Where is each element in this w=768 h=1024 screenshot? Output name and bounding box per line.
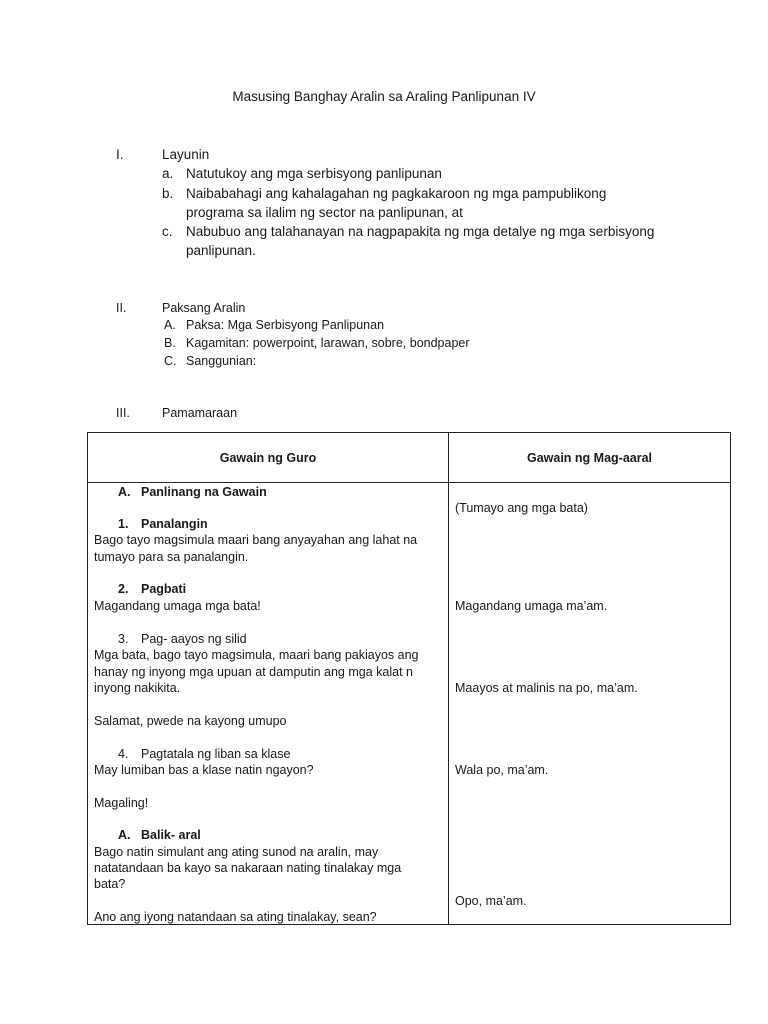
table-column-divider <box>448 433 449 924</box>
table-header-mag-aaral: Gawain ng Mag-aaral <box>526 451 653 465</box>
section-heading: Layunin <box>162 147 210 162</box>
student-response: (Tumayo ang mga bata) <box>455 501 588 515</box>
list-item-text: Paksa: Mga Serbisyong Panlipunan <box>186 318 385 332</box>
activity-heading: Panlinang na Gawain <box>141 485 267 499</box>
list-item-text: Nabubuo ang talahanayan na nagpapakita ng mga detalye ng mga serbisyong <box>186 224 655 239</box>
teacher-line: Salamat, pwede na kayong umupo <box>94 714 287 728</box>
step-heading: Panalangin <box>141 517 208 531</box>
step-marker: 2. <box>118 582 129 596</box>
step-marker: 1. <box>118 517 129 531</box>
student-response: Magandang umaga ma’am. <box>455 599 608 613</box>
step-heading: Pagtatala ng liban sa klase <box>141 747 291 761</box>
student-response: Maayos at malinis na po, ma’am. <box>455 681 638 695</box>
section-numeral: III. <box>116 406 130 420</box>
list-item-text: panlipunan. <box>186 243 256 258</box>
teacher-line: tumayo para sa panalangin. <box>94 550 249 564</box>
student-response: Wala po, ma’am. <box>455 763 549 777</box>
list-marker: B. <box>164 336 176 350</box>
table-header-divider <box>88 482 730 483</box>
list-marker: A. <box>164 318 176 332</box>
teacher-line: Bago tayo magsimula maari bang anyayahan ang lahat na <box>94 533 418 547</box>
teacher-line: hanay ng inyong mga upuan at damputin ang mga kalat n <box>94 665 413 679</box>
list-marker: b. <box>162 186 174 201</box>
teacher-line: Ano ang iyong natandaan sa ating tinalakay, sean? <box>94 910 377 924</box>
teacher-line: May lumiban bas a klase natin ngayon? <box>94 763 314 777</box>
teacher-line: natatandaan ba kayo sa nakaraan nating tinalakay mga <box>94 861 402 875</box>
section-numeral: I. <box>116 147 124 162</box>
list-item-text: Natutukoy ang mga serbisyong panlipunan <box>186 166 442 181</box>
list-item-text: Kagamitan: powerpoint, larawan, sobre, bondpaper <box>186 336 470 350</box>
step-marker: 3. <box>118 632 129 646</box>
activity-marker: A. <box>118 828 131 842</box>
lesson-table <box>87 432 731 925</box>
step-heading: Pagbati <box>141 582 187 596</box>
list-marker: a. <box>162 166 174 181</box>
list-item-text: Sanggunian: <box>186 354 257 368</box>
list-marker: C. <box>164 354 177 368</box>
list-item-text: Naibabahagi ang kahalagahan ng pagkakaroon ng mga pampublikong <box>186 186 607 201</box>
section-heading: Paksang Aralin <box>162 301 246 315</box>
table-header-guro: Gawain ng Guro <box>219 451 317 465</box>
teacher-line: Bago natin simulant ang ating sunod na aralin, may <box>94 845 379 859</box>
page-title: Masusing Banghay Aralin sa Araling Panlipunan IV <box>232 89 536 104</box>
teacher-line: inyong nakikita. <box>94 681 181 695</box>
student-response: Opo, ma’am. <box>455 894 527 908</box>
section-heading: Pamamaraan <box>162 406 238 420</box>
list-item-text: programa sa ilalim ng sector na panlipunan, at <box>186 205 463 220</box>
activity-heading: Balik- aral <box>141 828 201 842</box>
teacher-line: Magaling! <box>94 796 149 810</box>
section-numeral: II. <box>116 301 127 315</box>
teacher-line: Magandang umaga mga bata! <box>94 599 261 613</box>
list-marker: c. <box>162 224 173 239</box>
step-heading: Pag- aayos ng silid <box>141 632 247 646</box>
step-marker: 4. <box>118 747 129 761</box>
teacher-line: Mga bata, bago tayo magsimula, maari bang pakiayos ang <box>94 648 419 662</box>
teacher-line: bata? <box>94 877 126 891</box>
activity-marker: A. <box>118 485 131 499</box>
